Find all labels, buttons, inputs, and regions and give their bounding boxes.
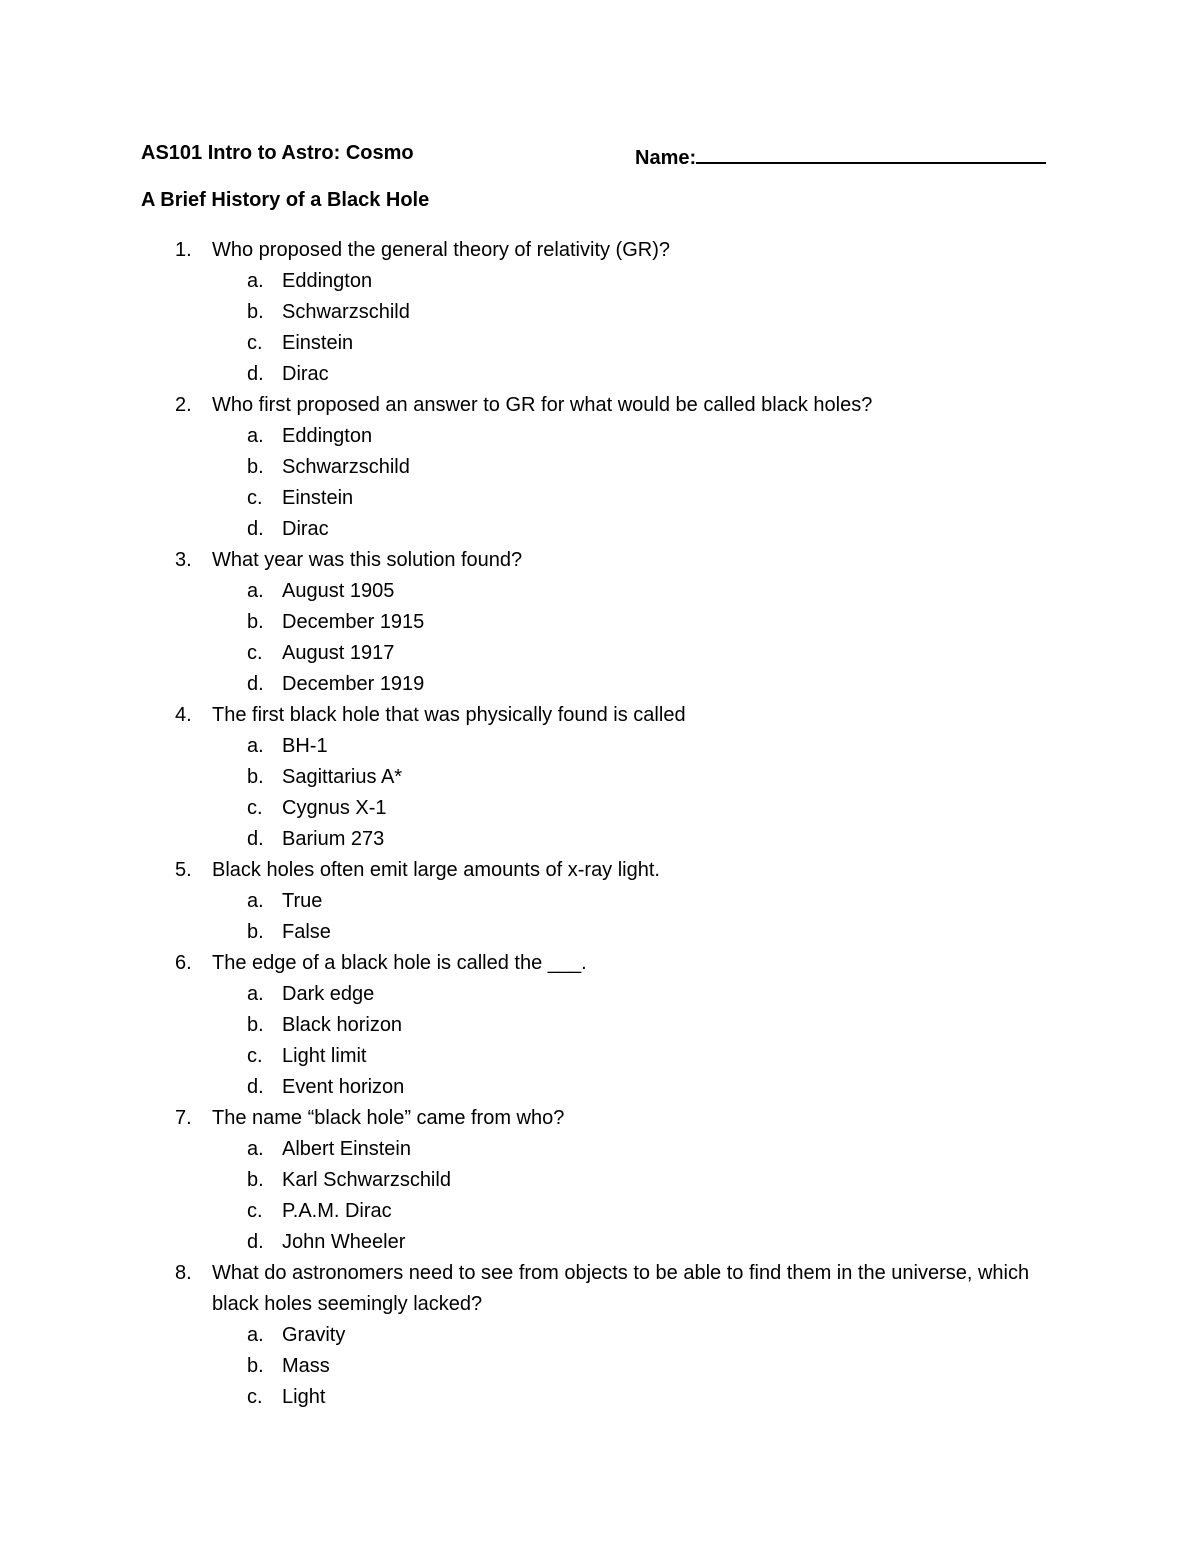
name-blank-line [696,142,1046,164]
question-number: 6. [175,952,192,974]
question-5 [0,855,1200,886]
option-letter: a. [247,735,264,757]
answer-option [0,824,1200,855]
option-text: Albert Einstein [282,1138,411,1160]
option-letter: a. [247,890,264,912]
answer-option [0,1134,1200,1165]
option-letter: b. [247,1169,264,1191]
option-letter: a. [247,425,264,447]
question-text: The edge of a black hole is called the ___. [212,952,587,974]
option-text: True [282,890,323,912]
answer-option [0,421,1200,452]
name-label: Name: [635,147,697,169]
option-text: Einstein [282,487,354,509]
answer-option [0,576,1200,607]
question-8 [0,1258,1200,1320]
question-text: The first black hole that was physically found is called [212,704,686,726]
option-letter: b. [247,921,264,943]
option-letter: c. [247,487,263,509]
question-number: 3. [175,549,192,571]
option-text: Einstein [282,332,354,354]
option-text: August 1905 [282,580,395,602]
question-text: Who proposed the general theory of relativity (GR)? [212,239,670,261]
answer-option [0,1227,1200,1258]
course-title: AS101 Intro to Astro: Cosmo [141,142,414,164]
option-letter: d. [247,828,264,850]
answer-option [0,917,1200,948]
question-1 [0,235,1200,266]
question-number: 5. [175,859,192,881]
page-title: A Brief History of a Black Hole [141,189,430,211]
answer-option [0,1010,1200,1041]
option-letter: c. [247,332,263,354]
option-text: Cygnus X-1 [282,797,387,819]
option-text: Dark edge [282,983,375,1005]
option-text: August 1917 [282,642,395,664]
option-letter: a. [247,1324,264,1346]
option-letter: b. [247,611,264,633]
question-text: What do astronomers need to see from objects to be able to find them in the universe, which black holes seemingly lacked? [212,1262,1030,1315]
name-field [635,142,1046,170]
question-number: 8. [175,1262,192,1284]
answer-option [0,762,1200,793]
answer-option [0,979,1200,1010]
option-text: False [282,921,331,943]
answer-option [0,1351,1200,1382]
question-3 [0,545,1200,576]
answer-option [0,607,1200,638]
question-number: 7. [175,1107,192,1129]
answer-option [0,1041,1200,1072]
question-text: What year was this solution found? [212,549,523,571]
answer-option [0,266,1200,297]
option-letter: c. [247,1200,263,1222]
option-letter: d. [247,518,264,540]
option-text: Barium 273 [282,828,385,850]
option-text: December 1915 [282,611,425,633]
answer-option [0,483,1200,514]
option-text: BH-1 [282,735,328,757]
option-letter: a. [247,1138,264,1160]
option-text: December 1919 [282,673,425,695]
question-number: 2. [175,394,192,416]
option-letter: a. [247,270,264,292]
question-text: Who first proposed an answer to GR for what would be called black holes? [212,394,873,416]
answer-option [0,638,1200,669]
answer-option [0,297,1200,328]
option-text: Schwarzschild [282,301,410,323]
answer-option [0,1320,1200,1351]
answer-option [0,1196,1200,1227]
option-letter: a. [247,983,264,1005]
answer-option [0,731,1200,762]
option-letter: b. [247,766,264,788]
option-text: Dirac [282,518,329,540]
option-letter: d. [247,363,264,385]
question-list [0,235,1200,1413]
question-number: 4. [175,704,192,726]
option-letter: b. [247,1355,264,1377]
option-text: Light limit [282,1045,367,1067]
option-text: P.A.M. Dirac [282,1200,392,1222]
question-number: 1. [175,239,192,261]
option-letter: d. [247,673,264,695]
question-2 [0,390,1200,421]
option-text: John Wheeler [282,1231,406,1253]
option-text: Mass [282,1355,330,1377]
question-4 [0,700,1200,731]
answer-option [0,1072,1200,1103]
option-letter: c. [247,1045,263,1067]
option-text: Gravity [282,1324,346,1346]
option-text: Light [282,1386,326,1408]
option-letter: c. [247,1386,263,1408]
option-letter: b. [247,1014,264,1036]
answer-option [0,328,1200,359]
answer-option [0,514,1200,545]
option-letter: a. [247,580,264,602]
option-letter: b. [247,456,264,478]
answer-option [0,669,1200,700]
option-text: Eddington [282,425,373,447]
answer-option [0,359,1200,390]
answer-option [0,886,1200,917]
option-text: Sagittarius A* [282,766,403,788]
option-letter: d. [247,1076,264,1098]
worksheet-header [141,142,1061,172]
answer-option [0,1165,1200,1196]
question-text: The name “black hole” came from who? [212,1107,565,1129]
option-letter: c. [247,797,263,819]
option-text: Event horizon [282,1076,405,1098]
question-7 [0,1103,1200,1134]
option-text: Dirac [282,363,329,385]
option-text: Eddington [282,270,373,292]
option-text: Black horizon [282,1014,403,1036]
question-text: Black holes often emit large amounts of x-ray light. [212,859,660,881]
option-letter: c. [247,642,263,664]
answer-option [0,793,1200,824]
option-text: Karl Schwarzschild [282,1169,451,1191]
option-letter: b. [247,301,264,323]
answer-option [0,1382,1200,1413]
question-6 [0,948,1200,979]
option-text: Schwarzschild [282,456,410,478]
answer-option [0,452,1200,483]
option-letter: d. [247,1231,264,1253]
